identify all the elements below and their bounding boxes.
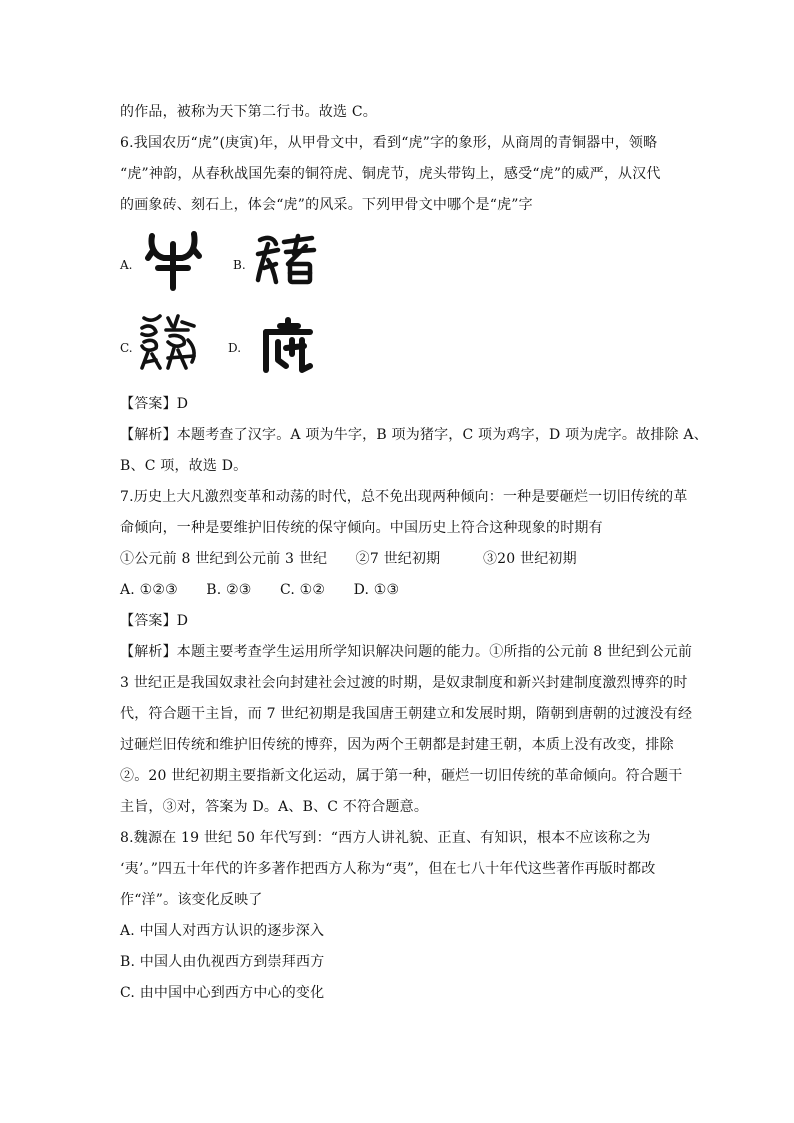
pig-seal-glyph-icon: [254, 232, 320, 288]
question-7-line-1: 7.历史上大凡激烈变革和动荡的时代，总不免出现两种倾向：一种是要砸烂一切旧传统的革: [120, 489, 688, 505]
question-8-line-1: 8.魏源在 19 世纪 50 年代写到：“西方人讲礼貌、正直、有知识，根本不应该称之为: [120, 830, 651, 846]
text-line: 的作品，被称为天下第二行书。故选 C。: [120, 104, 377, 120]
ox-oracle-glyph-icon: [144, 228, 202, 294]
question-6-line-2: “虎”神韵，从春秋战国先秦的铜符虎、铜虎节，虎头带钩上，感受“虎”的威严，从汉代: [120, 166, 661, 182]
explanation-7-line-5: ②。20 世纪初期主要指新文化运动，属于第一种，砸烂一切旧传统的革命倾向。符合题干: [120, 768, 683, 784]
answer-7: 【答案】D: [120, 613, 189, 629]
option-c-label: C.: [120, 341, 133, 355]
option-d-label: D.: [228, 341, 242, 355]
question-8-line-2: ‘夷’。”四五十年代的许多著作把西方人称为“夷”，但在七八十年代这些著作再版时都改: [120, 861, 656, 877]
question-6-line-3: 的画象砖、刻石上，体会“虎”的风采。下列甲骨文中哪个是“虎”字: [120, 197, 533, 213]
explanation-6-line-1: 【解析】本题考查了汉字。A 项为牛字，B 项为猪字，C 项为鸡字，D 项为虎字。故排除 A、: [120, 427, 708, 443]
explanation-7-line-4: 过砸烂旧传统和维护旧传统的博弈，因为两个王朝都是封建王朝，本质上没有改变，排除: [120, 737, 674, 753]
option-a-label: A.: [120, 258, 133, 272]
answer-6: 【答案】D: [120, 396, 189, 412]
question-8-option-b: B. 中国人由仇视西方到崇拜西方: [120, 954, 325, 970]
option-b-label: B.: [233, 258, 246, 272]
explanation-7-line-2: 3 世纪正是我国奴隶社会向封建社会过渡的时期，是奴隶制度和新兴封建制度激烈博弈的时: [120, 675, 688, 691]
question-8-option-a: A. 中国人对西方认识的逐步深入: [120, 923, 325, 939]
explanation-7-line-1: 【解析】本题主要考查学生运用所学知识解决问题的能力。①所指的公元前 8 世纪到公元前: [120, 644, 693, 660]
question-8-option-c: C. 由中国中心到西方中心的变化: [120, 985, 325, 1001]
explanation-7-line-6: 主旨，③对，答案为 D。A、B、C 不符合题意。: [120, 799, 429, 815]
question-6-line-1: 6.我国农历“虎”(庚寅)年，从甲骨文中，看到“虎”字的象形，从商周的青铜器中，领略: [120, 135, 658, 151]
question-8-line-3: 作“洋”。该变化反映了: [120, 892, 263, 908]
explanation-7-line-3: 代，符合题干主旨，而 7 世纪初期是我国唐王朝建立和发展时期，隋朝到唐朝的过渡没有经: [120, 706, 693, 722]
question-7-line-2: 命倾向，一种是要维护旧传统的保守倾向。中国历史上符合这种现象的时期有: [120, 520, 603, 536]
tiger-oracle-glyph-icon: [258, 316, 318, 374]
chicken-seal-glyph-icon: [138, 312, 200, 374]
question-7-options: A. ①②③ B. ②③ C. ①② D. ①③: [120, 582, 400, 598]
explanation-6-line-2: B、C 项，故选 D。: [120, 458, 248, 474]
question-7-items: ①公元前 8 世纪到公元前 3 世纪 ②7 世纪初期 ③20 世纪初期: [120, 551, 577, 567]
